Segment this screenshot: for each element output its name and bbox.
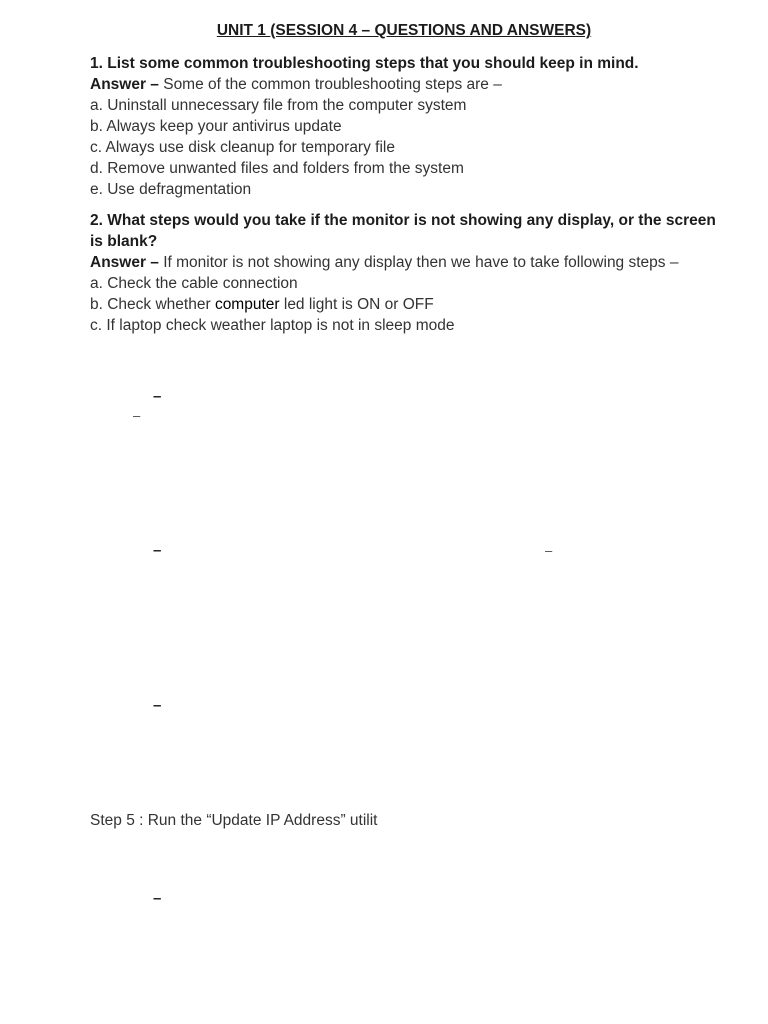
list-item-text: b. Check whether — [90, 296, 215, 313]
list-item: d. Remove unwanted files and folders from the system — [90, 160, 464, 177]
dash-mark: – — [153, 542, 162, 559]
list-item: c. If laptop check weather laptop is not in sleep mode — [90, 317, 455, 334]
dash-mark: – — [153, 388, 162, 405]
answer-label: Answer – — [90, 76, 159, 93]
highlighted-word: computer — [214, 296, 280, 313]
question-2-heading: 2. What steps would you take if the monitor is not showing any display, or the screen is blank? — [90, 212, 716, 250]
question-1-block — [90, 53, 730, 200]
answer-intro: Some of the common troubleshooting steps are – — [158, 76, 502, 93]
question-1-heading: 1. List some common troubleshooting steps that you should keep in mind. — [90, 55, 639, 72]
list-item: c. Always use disk cleanup for temporary file — [90, 139, 395, 156]
list-item-text: led light is ON or OFF — [279, 296, 434, 313]
dash-mark: – — [153, 697, 162, 714]
list-item — [90, 294, 730, 315]
answer-intro: If monitor is not showing any display then we have to take following steps – — [158, 254, 679, 271]
page-title: UNIT 1 (SESSION 4 – QUESTIONS AND ANSWERS) — [216, 22, 592, 39]
list-item: a. Uninstall unnecessary file from the computer system — [90, 97, 467, 114]
answer-label: Answer – — [90, 254, 159, 271]
dash-mark: – — [545, 543, 553, 558]
question-1-answer — [90, 74, 730, 95]
list-item: e. Use defragmentation — [90, 181, 252, 198]
list-item: b. Always keep your antivirus update — [90, 118, 342, 135]
question-2-answer — [90, 252, 730, 273]
step-5-text: Step 5 : Run the “Update IP Address” utilit — [90, 812, 378, 829]
dash-mark: – — [153, 890, 162, 907]
dash-mark: – — [133, 408, 141, 423]
question-2-block — [90, 210, 730, 336]
list-item: a. Check the cable connection — [90, 275, 298, 292]
